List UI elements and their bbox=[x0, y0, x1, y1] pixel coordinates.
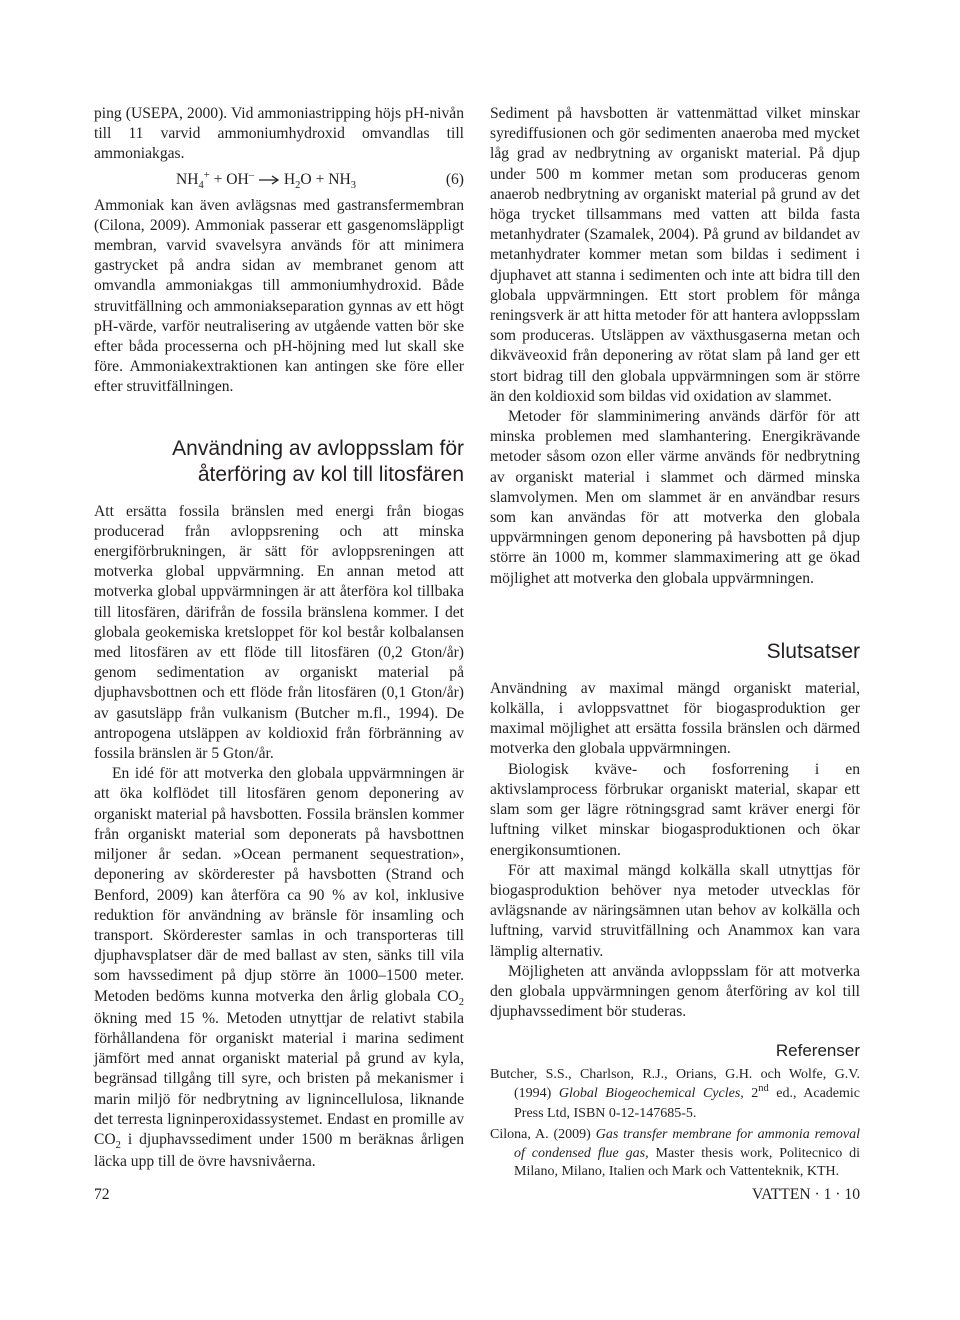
equation-number: (6) bbox=[445, 170, 464, 188]
reference-item: Butcher, S.S., Charlson, R.J., Orians, G.H. och Wolfe, G.V. (1994) Global Biogeochemical Cycles, 2nd ed., Academic Press Ltd, ISBN 0-12-147685-5. bbox=[490, 1067, 860, 1121]
paragraph-membrane: Ammoniak kan även avlägsnas med gastransfermembran (Cilona, 2009). Ammoniak passerar ett gasgenomsläppligt membran, varvid svavelsyra används för att minimera gastrycket på andra sidan av membranet genom att omvandla ammoniakgas till ammoniumhydroxid. Både struvitfällning och ammoniakseparation gynnas av ett högt pH-värde, varför neutralisering av utgående vatten bör ske efter båda processerna och pH-höjning med lut skall ske före. Ammoniakextraktionen kan antingen ske före eller efter struvitfällningen. bbox=[94, 196, 464, 396]
left-column bbox=[94, 104, 464, 1172]
equation-6 bbox=[94, 169, 464, 191]
paragraph-carbon-2: En idé för att motverka den globala uppvärmningen är att öka kolflödet till litosfären genom deponering av organiskt material på havsbotten. Fossila bränslen kommer från organiskt material som deponerats på havsbottnen miljoner år sedan. »Ocean permanent sequestration», deponering av skörderester på havsbotten (Strand och Benford, 2009) kan återföra ca 90 % av kol, inklusive reduktion för användning av bränsle för insamling och transport. Skörderester samlas in och transporteras till djuphavsplatser där de med ballast av sten, sänks till vila som havssediment på djup större än 1000–1500 meter. Metoden bedöms kunna motverka den årlig globala $CO_2$ ökning med 15 %. Metoden utnyttjar de relativt stabila förhållandena för organiskt material i marina sediment jämfört med annat organiskt material på grund av kyla, begränsad tillgång till syre, och bristen på mekanismer i marin miljö för nedbrytning av lignincellulosa, liknande det terresta ligninperoxidassystemet. Endast en promille av $CO_2$ i djuphavssediment under 1500 m beräknas årligen läcka upp till de övre havsnivåerna. bbox=[94, 765, 464, 1171]
section-heading: Användning av avloppsslam för återföring av kol till litosfären bbox=[172, 436, 464, 486]
right-column bbox=[490, 104, 860, 1185]
page-number: 72 bbox=[94, 1186, 110, 1203]
paragraph-carbon-1: Att ersätta fossila bränslen med energi från biogas producerad från avloppsrening och att minska energiförbrukningen, är sätt för avloppsreningen att motverka global uppvärmning. En annan metod att motverka global uppvärmningen är att återföra kol tillbaka till litosfären, därifrån de fossila bränslena kommer. I det globala geokemiska kretsloppet för kol består kolbalansen med litosfären av ett flöde till litosfären (0,2 Gton/år) genom sedimentation av organiskt material på djuphavsbottnen och ett flöde från litosfären (0,1 Gton/år) av gasutsläpp från vulkanism (Butcher m.fl., 1994). De antropogena utsläppen av koldioxid från förbränning av fossila bränslen är 5 Gton/år. bbox=[94, 502, 464, 763]
paragraph-sediment: Sediment på havsbotten är vattenmättad vilket minskar syrediffusionen och gör sedimenten anaeroba med mycket låg grad av nedbrytning av organiskt material. På djup under 500 m kommer metan som produceras genom anaerob nedbrytning av organiskt material på grund av det höga trycket tillsammans med vatten att bilda fasta metanhydrater (Szamalek, 2004). På grund av bildandet av metanhydrater kommer metan som bildas i sediment i djuphavet att stanna i sedimenten och inte att bidra till den globala uppvärmningen. Ett stort problem för många reningsverk är att hitta metoder för att hantera avloppsslam som produceras. Utsläppen av växthusgaserna metan och dikväveoxid från deponering av rötat slam på land ger ett stort bidrag till den globala uppvärmningen som är större än den koldioxid som bildas vid oxidation av slammet. bbox=[490, 105, 860, 405]
references-list bbox=[490, 1066, 860, 1182]
paragraph-intro: ping (USEPA, 2000). Vid ammoniastripping höjs pH-nivån till 11 varvid ammoniumhydroxid omvandlas till ammoniakgas. bbox=[94, 105, 464, 163]
references-heading: Referenser bbox=[775, 1041, 860, 1061]
conclusion-1: Användning av maximal mängd organiskt material, kolkälla, i avloppsvattnet för biogasproduktion ger maximal möjlighet att ersätta fossila bränslen och därmed motverka den globala uppvärmningen. bbox=[490, 679, 860, 758]
equation-expression: $NH_4^+ + OH^-$ $H_2O + NH_3$ bbox=[176, 169, 357, 191]
conclusion-4: Möjligheten att använda avloppsslam för att motverka den globala uppvärmningen genom återföring av kol till djuphavssediment bör studeras. bbox=[490, 962, 860, 1021]
paragraph-sludge-methods: Metoder för slamminimering används därför för att minska problemen med slamhantering. Energikrävande metoder såsom ozon eller värme används för nedbrytning av organiskt material i slammet och därmed minska slamvolymen. Men om slammet är en användbar resurs som kan användas för att motverka den globala uppvärmningen genom deponering på havsbotten på djup större än 1000 m, kommer slammaximering att ge ökad möjlighet att motverka den globala uppvärmningen. bbox=[490, 408, 860, 587]
conclusion-3: För att maximal mängd kolkälla skall utnyttjas för biogasproduktion behöver nya metoder utvecklas för avlägsnande av näringsämnen utan behov av kolkälla och luftning, varvid struvitfällning och Anammox kan vara lämplig alternativ. bbox=[490, 861, 860, 960]
conclusion-2: Biologisk kväve- och fosforrening i en aktivslamprocess förbrukar organiskt material, skapar ett slam som ger lägre rötningsgrad samt kräver energi för luftning vilket minskar biogasproduktionen och ökar energikonsumtionen. bbox=[490, 760, 860, 859]
reaction-arrow-icon bbox=[258, 174, 280, 186]
journal-footer: VATTEN · 1 · 10 bbox=[752, 1186, 860, 1203]
reference-item: Cilona, A. (2009) Gas transfer membrane for ammonia removal of condensed flue gas, Master thesis work, Politecnico di Milano, Milano, Italien och Mark och Vattenteknik, KTH. bbox=[490, 1127, 860, 1180]
conclusions-heading: Slutsatser bbox=[766, 639, 860, 663]
